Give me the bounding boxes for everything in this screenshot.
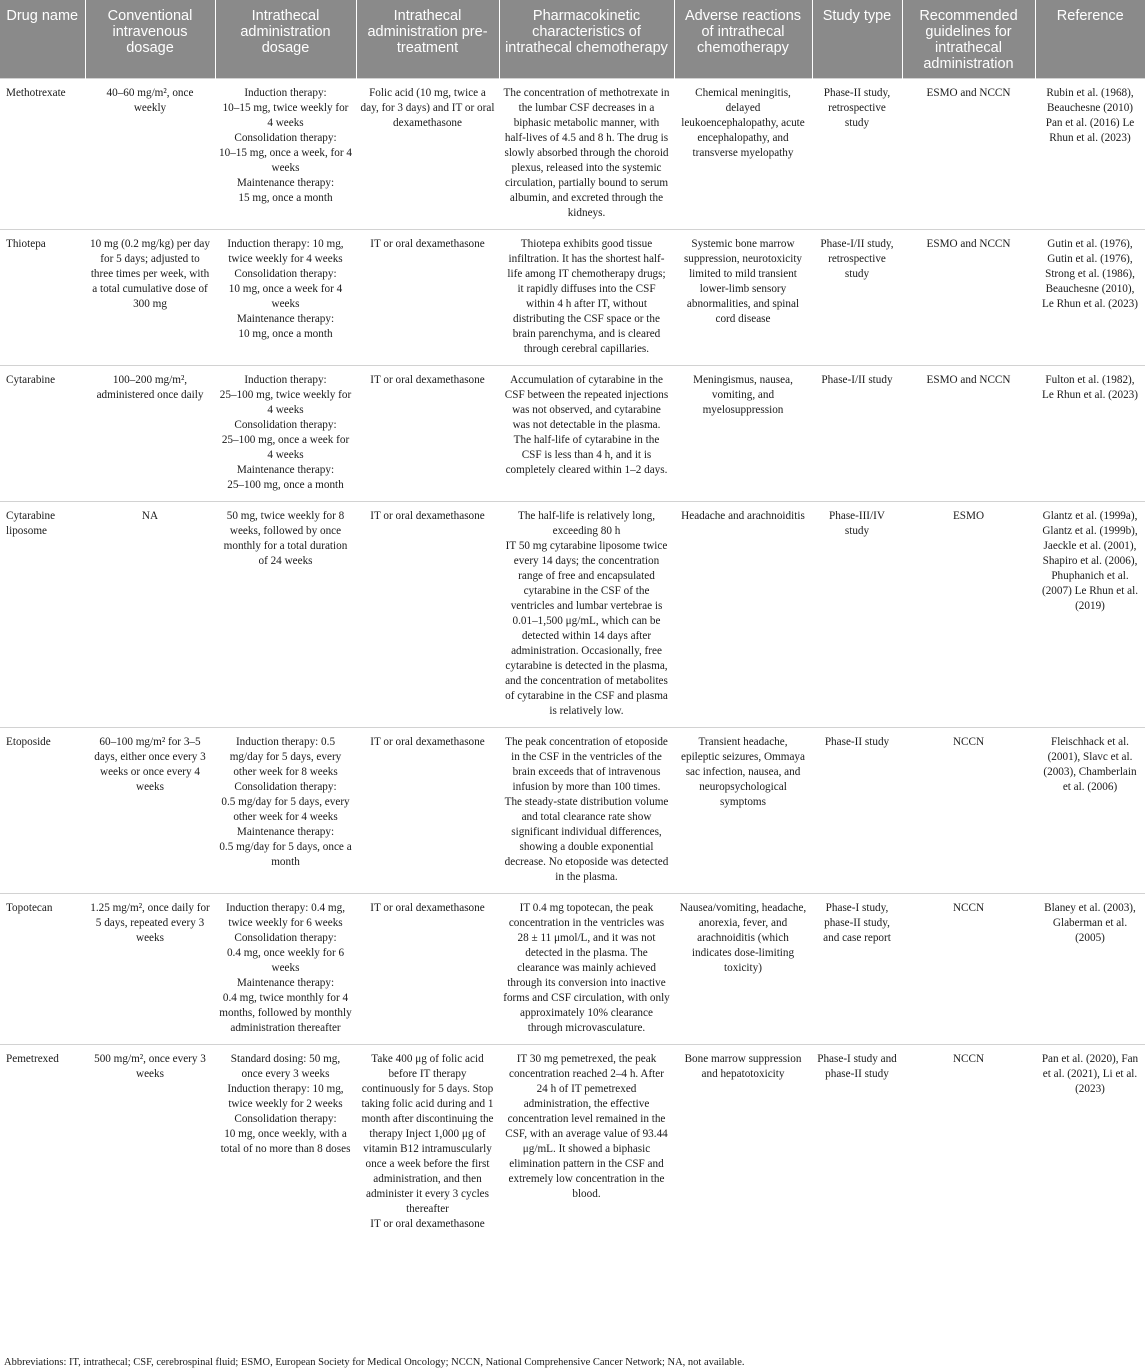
pharmacokinetics-cell: IT 0.4 mg topotecan, the peak concentration in the ventricles was 28 ± 11 μmol/L, and it was not detected in the plasma. The clearance was mainly achieved through its conversion into inactive forms and CSF circulation, with only approximately 10% clearance through microvasculature. (499, 894, 674, 1045)
header-it-dosage: Intrathecal administration dosage (215, 0, 356, 79)
study-type-cell: Phase-II study, retrospective study (812, 79, 902, 230)
guidelines-cell: ESMO (902, 502, 1035, 728)
header-iv-dosage: Conventional intravenous dosage (85, 0, 215, 79)
guidelines-cell: NCCN (902, 1045, 1035, 1241)
iv-dosage-cell: 10 mg (0.2 mg/kg) per day for 5 days; adjusted to three times per week, with a total cumulative dose of 300 mg (85, 230, 215, 366)
header-study-type: Study type (812, 0, 902, 79)
study-type-cell: Phase-I study and phase-II study (812, 1045, 902, 1241)
pretreatment-cell: IT or oral dexamethasone (356, 366, 499, 502)
drug-name-cell: Cytarabine (0, 366, 85, 502)
study-type-cell: Phase-III/IV study (812, 502, 902, 728)
header-pretreatment: Intrathecal administration pre-treatment (356, 0, 499, 79)
pretreatment-cell: IT or oral dexamethasone (356, 502, 499, 728)
table-row (0, 366, 1145, 502)
it-dosage-cell: Standard dosing: 50 mg, once every 3 weeks Induction therapy: 10 mg, twice weekly for 2 weeks Consolidation therapy: 10 mg, once weekly, with a total of no more than 8 doses (215, 1045, 356, 1241)
reference-cell: Glantz et al. (1999a), Glantz et al. (1999b), Jaeckle et al. (2001), Shapiro et al. (2006), Phuphanich et al. (2007) Le Rhun et al. (2019) (1035, 502, 1145, 728)
header-pharmacokinetics: Pharmacokinetic characteristics of intrathecal chemotherapy (499, 0, 674, 79)
pretreatment-cell: IT or oral dexamethasone (356, 230, 499, 366)
pharmacokinetics-cell: The peak concentration of etoposide in the CSF in the ventricles of the brain exceeds that of intravenous infusion by more than 100 times. The steady-state distribution volume and total clearance rate show significant individual differences, showing a double exponential decrease. No etoposide was detected in the plasma. (499, 728, 674, 894)
table-row (0, 728, 1145, 894)
iv-dosage-cell: 60–100 mg/m² for 3–5 days, either once every 3 weeks or once every 4 weeks (85, 728, 215, 894)
pretreatment-cell: Folic acid (10 mg, twice a day, for 3 days) and IT or oral dexamethasone (356, 79, 499, 230)
iv-dosage-cell: 40–60 mg/m², once weekly (85, 79, 215, 230)
pharmacokinetics-cell: The half-life is relatively long, exceeding 80 h IT 50 mg cytarabine liposome twice every 14 days; the concentration range of free and encapsulated cytarabine in the CSF of the ventricles and lumbar vertebrae is 0.01–1,500 μg/mL, which can be detected within 14 days after administration. Occasionally, free cytarabine is detected in the plasma, and the concentration of metabolites of cytarabine in the CSF and plasma is relatively low. (499, 502, 674, 728)
drug-name-cell: Pemetrexed (0, 1045, 85, 1241)
guidelines-cell: ESMO and NCCN (902, 79, 1035, 230)
guidelines-cell: NCCN (902, 728, 1035, 894)
study-type-cell: Phase-II study (812, 728, 902, 894)
adverse-reactions-cell: Meningismus, nausea, vomiting, and myelosuppression (674, 366, 812, 502)
pretreatment-cell: IT or oral dexamethasone (356, 728, 499, 894)
reference-cell: Blaney et al. (2003), Glaberman et al. (2005) (1035, 894, 1145, 1045)
adverse-reactions-cell: Transient headache, epileptic seizures, Ommaya sac infection, nausea, and neuropsychological symptoms (674, 728, 812, 894)
pharmacokinetics-cell: IT 30 mg pemetrexed, the peak concentration reached 2–4 h. After 24 h of IT pemetrexed administration, the effective concentration level remained in the CSF, with an average value of 93.44 μg/mL. It showed a biphasic elimination pattern in the CSF and extremely low concentration in the blood. (499, 1045, 674, 1241)
table-row (0, 502, 1145, 728)
table-row (0, 894, 1145, 1045)
drug-name-cell: Topotecan (0, 894, 85, 1045)
reference-cell: Fleischhack et al. (2001), Slavc et al. (2003), Chamberlain et al. (2006) (1035, 728, 1145, 894)
reference-cell: Pan et al. (2020), Fan et al. (2021), Li et al. (2023) (1035, 1045, 1145, 1241)
guidelines-cell: ESMO and NCCN (902, 230, 1035, 366)
adverse-reactions-cell: Nausea/vomiting, headache, anorexia, fever, and arachnoiditis (which indicates dose-limiting toxicity) (674, 894, 812, 1045)
header-row (0, 0, 1145, 79)
it-dosage-cell: Induction therapy: 10 mg, twice weekly for 4 weeks Consolidation therapy: 10 mg, once a week for 4 weeks Maintenance therapy: 10 mg, once a month (215, 230, 356, 366)
it-dosage-cell: Induction therapy: 10–15 mg, twice weekly for 4 weeks Consolidation therapy: 10–15 mg, once a week, for 4 weeks Maintenance therapy: 15 mg, once a month (215, 79, 356, 230)
reference-cell: Rubin et al. (1968), Beauchesne (2010) Pan et al. (2016) Le Rhun et al. (2023) (1035, 79, 1145, 230)
reference-cell: Fulton et al. (1982), Le Rhun et al. (2023) (1035, 366, 1145, 502)
it-dosage-cell: Induction therapy: 25–100 mg, twice weekly for 4 weeks Consolidation therapy: 25–100 mg, once a week for 4 weeks Maintenance therapy: 25–100 mg, once a month (215, 366, 356, 502)
drug-name-cell: Etoposide (0, 728, 85, 894)
reference-cell: Gutin et al. (1976), Gutin et al. (1976), Strong et al. (1986), Beauchesne (2010), Le Rhun et al. (2023) (1035, 230, 1145, 366)
iv-dosage-cell: NA (85, 502, 215, 728)
pretreatment-cell: Take 400 μg of folic acid before IT therapy continuously for 5 days. Stop taking folic acid during and 1 month after discontinuing the therapy Inject 1,000 μg of vitamin B12 intramuscularly once a week before the first administration, and then administer it every 3 cycles thereafter IT or oral dexamethasone (356, 1045, 499, 1241)
study-type-cell: Phase-I/II study (812, 366, 902, 502)
guidelines-cell: NCCN (902, 894, 1035, 1045)
study-type-cell: Phase-I study, phase-II study, and case report (812, 894, 902, 1045)
adverse-reactions-cell: Headache and arachnoiditis (674, 502, 812, 728)
table-row (0, 79, 1145, 230)
iv-dosage-cell: 1.25 mg/m², once daily for 5 days, repeated every 3 weeks (85, 894, 215, 1045)
header-adverse-reactions: Adverse reactions of intrathecal chemotherapy (674, 0, 812, 79)
header-guidelines: Recommended guidelines for intrathecal administration (902, 0, 1035, 79)
adverse-reactions-cell: Chemical meningitis, delayed leukoencephalopathy, acute encephalopathy, and transverse myelopathy (674, 79, 812, 230)
header-reference: Reference (1035, 0, 1145, 79)
pharmacokinetics-cell: The concentration of methotrexate in the lumbar CSF decreases in a biphasic metabolic manner, with half-lives of 4.5 and 8 h. The drug is slowly absorbed through the choroid plexus, released into the systemic circulation, partially bound to serum albumin, and excreted through the kidneys. (499, 79, 674, 230)
it-dosage-cell: Induction therapy: 0.4 mg, twice weekly for 6 weeks Consolidation therapy: 0.4 mg, once weekly for 6 weeks Maintenance therapy: 0.4 mg, twice monthly for 4 months, followed by monthly administration thereafter (215, 894, 356, 1045)
it-dosage-cell: Induction therapy: 0.5 mg/day for 5 days, every other week for 8 weeks Consolidation therapy: 0.5 mg/day for 5 days, every other week for 4 weeks Maintenance therapy: 0.5 mg/day for 5 days, once a month (215, 728, 356, 894)
it-dosage-cell: 50 mg, twice weekly for 8 weeks, followed by once monthly for a total duration of 24 weeks (215, 502, 356, 728)
guidelines-cell: ESMO and NCCN (902, 366, 1035, 502)
table-row (0, 1045, 1145, 1241)
iv-dosage-cell: 100–200 mg/m², administered once daily (85, 366, 215, 502)
iv-dosage-cell: 500 mg/m², once every 3 weeks (85, 1045, 215, 1241)
pretreatment-cell: IT or oral dexamethasone (356, 894, 499, 1045)
table-row (0, 230, 1145, 366)
abbreviations-footnote: Abbreviations: IT, intrathecal; CSF, cerebrospinal fluid; ESMO, European Society for Medical Oncology; NCCN, National Comprehensive Cancer Network; NA, not available. (4, 1357, 745, 1368)
adverse-reactions-cell: Bone marrow suppression and hepatotoxicity (674, 1045, 812, 1241)
adverse-reactions-cell: Systemic bone marrow suppression, neurotoxicity limited to mild transient lower-limb sensory abnormalities, and spinal cord disease (674, 230, 812, 366)
study-type-cell: Phase-I/II study, retrospective study (812, 230, 902, 366)
header-drug-name: Drug name (0, 0, 85, 79)
drug-name-cell: Thiotepa (0, 230, 85, 366)
pharmacokinetics-cell: Thiotepa exhibits good tissue infiltration. It has the shortest half-life among IT chemotherapy drugs; it rapidly diffuses into the CSF within 4 h after IT, without distributing the CSF space or the brain parenchyma, and is cleared through cerebral capillaries. (499, 230, 674, 366)
pharmacokinetics-cell: Accumulation of cytarabine in the CSF between the repeated injections was not observed, and cytarabine was not detectable in the plasma. The half-life of cytarabine in the CSF is less than 4 h, and it is completely cleared within 1–2 days. (499, 366, 674, 502)
drug-name-cell: Methotrexate (0, 79, 85, 230)
drug-name-cell: Cytarabine liposome (0, 502, 85, 728)
